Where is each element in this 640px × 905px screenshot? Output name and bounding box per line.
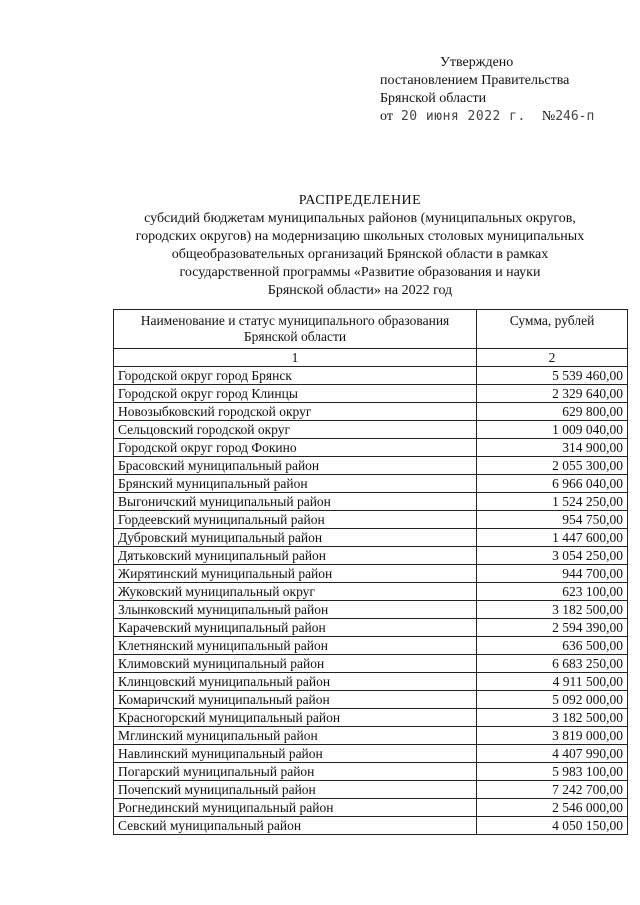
municipality-name: Мглинский муниципальный район bbox=[114, 727, 477, 745]
subsidy-amount: 4 050 150,00 bbox=[477, 817, 628, 835]
table-row bbox=[114, 691, 628, 709]
approval-line-resolution: постановлением Правительства bbox=[380, 73, 570, 88]
municipality-name: Злынковский муниципальный район bbox=[114, 601, 477, 619]
table-row bbox=[114, 817, 628, 835]
table-row bbox=[114, 439, 628, 457]
approval-line-approved: Утверждено bbox=[440, 55, 514, 70]
subsidy-amount: 3 819 000,00 bbox=[477, 727, 628, 745]
municipality-name: Дятьковский муниципальный район bbox=[114, 547, 477, 565]
table-row bbox=[114, 367, 628, 385]
municipality-name: Севский муниципальный район bbox=[114, 817, 477, 835]
table-row bbox=[114, 385, 628, 403]
municipality-name: Климовский муниципальный район bbox=[114, 655, 477, 673]
subsidy-amount: 5 092 000,00 bbox=[477, 691, 628, 709]
subsidy-amount: 2 329 640,00 bbox=[477, 385, 628, 403]
table-row bbox=[114, 565, 628, 583]
table-body bbox=[114, 367, 628, 835]
table-row bbox=[114, 583, 628, 601]
heading-line-4: государственной программы «Развитие образования и науки bbox=[179, 265, 541, 280]
table-row bbox=[114, 403, 628, 421]
subsidy-amount: 4 407 990,00 bbox=[477, 745, 628, 763]
subsidy-amount: 3 182 500,00 bbox=[477, 709, 628, 727]
table-row bbox=[114, 619, 628, 637]
table-row bbox=[114, 547, 628, 565]
municipality-name: Выгоничский муниципальный район bbox=[114, 493, 477, 511]
subsidy-amount: 623 100,00 bbox=[477, 583, 628, 601]
heading-line-3: общеобразовательных организаций Брянской области в рамках bbox=[171, 247, 549, 262]
subsidy-amount: 6 966 040,00 bbox=[477, 475, 628, 493]
table-row bbox=[114, 421, 628, 439]
subsidy-amount: 636 500,00 bbox=[477, 637, 628, 655]
heading-line-5: Брянской области» на 2022 год bbox=[267, 283, 453, 298]
table-row bbox=[114, 601, 628, 619]
table-header-row bbox=[114, 310, 628, 349]
heading-line-2: городских округов) на модернизацию школьных столовых муниципальных bbox=[135, 229, 585, 244]
subsidy-amount: 1 009 040,00 bbox=[477, 421, 628, 439]
municipality-name: Клетнянский муниципальный район bbox=[114, 637, 477, 655]
document-heading bbox=[60, 192, 640, 300]
subsidy-amount: 5 983 100,00 bbox=[477, 763, 628, 781]
municipality-name: Жирятинский муниципальный район bbox=[114, 565, 477, 583]
approval-block bbox=[380, 54, 594, 126]
table-row bbox=[114, 655, 628, 673]
subsidy-amount: 3 054 250,00 bbox=[477, 547, 628, 565]
municipality-name: Навлинский муниципальный район bbox=[114, 745, 477, 763]
subsidy-amount: 2 546 000,00 bbox=[477, 799, 628, 817]
subsidy-amount: 2 594 390,00 bbox=[477, 619, 628, 637]
distribution-table bbox=[113, 309, 628, 835]
municipality-name: Рогнединский муниципальный район bbox=[114, 799, 477, 817]
table-row bbox=[114, 511, 628, 529]
municipality-name: Комаричский муниципальный район bbox=[114, 691, 477, 709]
subsidy-amount: 6 683 250,00 bbox=[477, 655, 628, 673]
table-row bbox=[114, 781, 628, 799]
column-header-municipality: Наименование и статус муниципального образования Брянской области bbox=[114, 310, 477, 349]
table-row bbox=[114, 799, 628, 817]
municipality-name: Карачевский муниципальный район bbox=[114, 619, 477, 637]
municipality-name: Брянский муниципальный район bbox=[114, 475, 477, 493]
subsidy-amount: 2 055 300,00 bbox=[477, 457, 628, 475]
heading-line-1: субсидий бюджетам муниципальных районов (муниципальных округов, bbox=[144, 211, 576, 226]
approval-number-stamp: 246-п bbox=[555, 109, 595, 124]
municipality-name: Погарский муниципальный район bbox=[114, 763, 477, 781]
table-row bbox=[114, 637, 628, 655]
column-number-row bbox=[114, 349, 628, 367]
table-row bbox=[114, 457, 628, 475]
column-number-1: 1 bbox=[114, 349, 477, 367]
subsidy-amount: 629 800,00 bbox=[477, 403, 628, 421]
table-row bbox=[114, 763, 628, 781]
subsidy-amount: 7 242 700,00 bbox=[477, 781, 628, 799]
approval-date-stamp: 20 июня 2022 г. bbox=[400, 109, 526, 124]
approval-line-region: Брянской области bbox=[380, 91, 487, 106]
column-number-2: 2 bbox=[477, 349, 628, 367]
municipality-name: Городской округ город Клинцы bbox=[114, 385, 477, 403]
municipality-name: Брасовский муниципальный район bbox=[114, 457, 477, 475]
municipality-name: Гордеевский муниципальный район bbox=[114, 511, 477, 529]
municipality-name: Городской округ город Фокино bbox=[114, 439, 477, 457]
subsidy-amount: 4 911 500,00 bbox=[477, 673, 628, 691]
subsidy-amount: 1 447 600,00 bbox=[477, 529, 628, 547]
table-row bbox=[114, 673, 628, 691]
subsidy-amount: 5 539 460,00 bbox=[477, 367, 628, 385]
table-row bbox=[114, 745, 628, 763]
municipality-name: Клинцовский муниципальный район bbox=[114, 673, 477, 691]
municipality-name: Сельцовский городской округ bbox=[114, 421, 477, 439]
subsidy-amount: 3 182 500,00 bbox=[477, 601, 628, 619]
table-row bbox=[114, 709, 628, 727]
table-row bbox=[114, 493, 628, 511]
municipality-name: Дубровский муниципальный район bbox=[114, 529, 477, 547]
table-row bbox=[114, 727, 628, 745]
municipality-name: Красногорский муниципальный район bbox=[114, 709, 477, 727]
table-row bbox=[114, 529, 628, 547]
subsidy-amount: 944 700,00 bbox=[477, 565, 628, 583]
subsidy-amount: 314 900,00 bbox=[477, 439, 628, 457]
table-row bbox=[114, 475, 628, 493]
approval-date-row bbox=[380, 108, 594, 126]
municipality-name: Почепский муниципальный район bbox=[114, 781, 477, 799]
municipality-name: Жуковский муниципальный округ bbox=[114, 583, 477, 601]
municipality-name: Новозыбковский городской округ bbox=[114, 403, 477, 421]
column-header-amount: Сумма, рублей bbox=[477, 310, 628, 349]
subsidy-amount: 1 524 250,00 bbox=[477, 493, 628, 511]
subsidy-amount: 954 750,00 bbox=[477, 511, 628, 529]
approval-from-label: от bbox=[380, 109, 393, 124]
municipality-name: Городской округ город Брянск bbox=[114, 367, 477, 385]
document-title: РАСПРЕДЕЛЕНИЕ bbox=[298, 193, 422, 208]
approval-number-label: № bbox=[541, 109, 556, 124]
